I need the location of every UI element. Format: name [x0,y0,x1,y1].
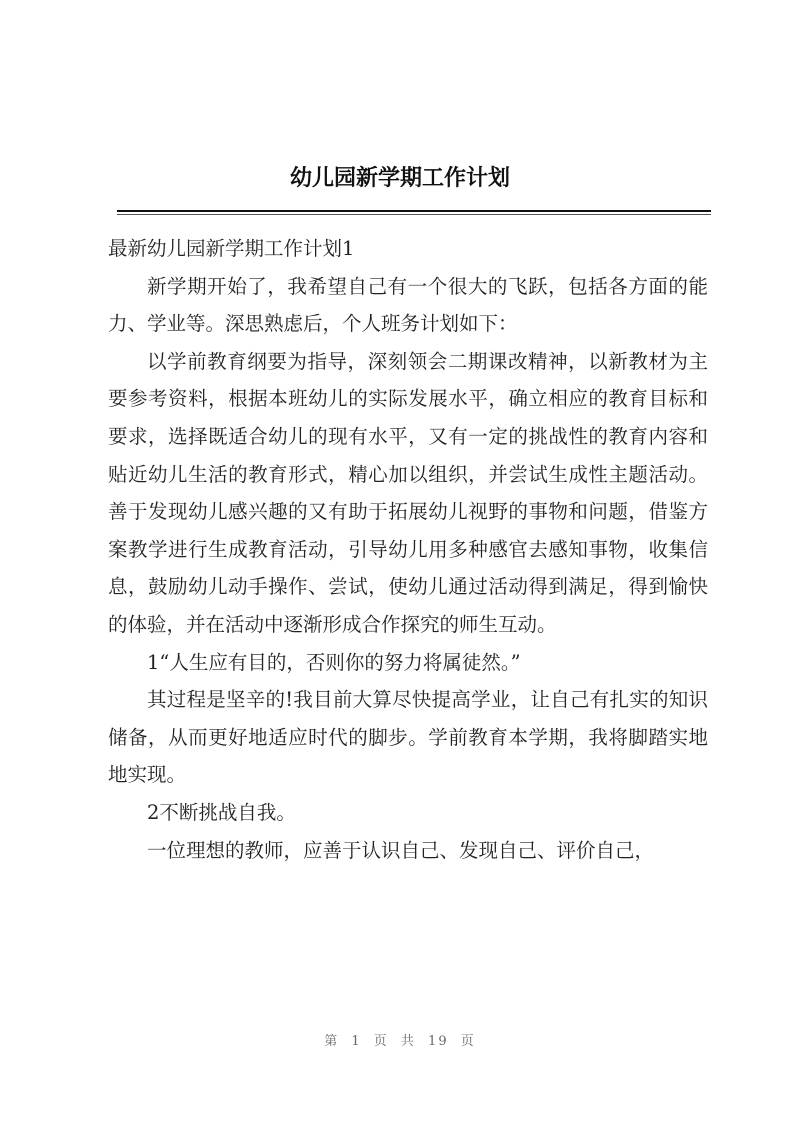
paragraph: 其过程是坚辛的!我目前大算尽快提高学业，让自己有扎实的知识储备，从而更好地适应时代的脚步。学前教育本学期，我将脚踏实地地实现。 [108,688,708,787]
title-underline-thin [117,214,711,215]
document-body [108,230,708,869]
page-title: 幼儿园新学期工作计划 [289,166,510,191]
title-underline [117,210,711,212]
paragraph: 一位理想的教师，应善于认识自己、发现自己、评价自己， [147,838,655,862]
paragraph: 以学前教育纲要为指导，深刻领会二期课改精神，以新教材为主要参考资料，根据本班幼儿的实际发展水平，确立相应的教育目标和要求，选择既适合幼儿的现有水平，又有一定的挑战性的教育内容和贴近幼儿生活的教育形式，精心加以组织，并尝试生成性主题活动。善于发现幼儿感兴趣的又有助于拓展幼儿视野的事物和问题，借鉴方案教学进行生成教育活动，引导幼儿用多种感官去感知事物，收集信息，鼓励幼儿动手操作、尝试，使幼儿通过活动得到满足，得到愉快的体验，并在活动中逐渐形成合作探究的师生互动。 [108,349,708,636]
paragraph: 1“人生应有目的，否则你的努力将属徒然。” [147,650,521,674]
paragraph: 新学期开始了，我希望自己有一个很大的飞跃，包括各方面的能力、学业等。深思熟虑后，个人班务计划如下： [108,274,708,336]
paragraph: 2不断挑战自我。 [147,800,296,824]
section-heading: 最新幼儿园新学期工作计划1 [108,237,355,260]
page-number-footer: 第 1 页 共 19 页 [324,1034,476,1049]
